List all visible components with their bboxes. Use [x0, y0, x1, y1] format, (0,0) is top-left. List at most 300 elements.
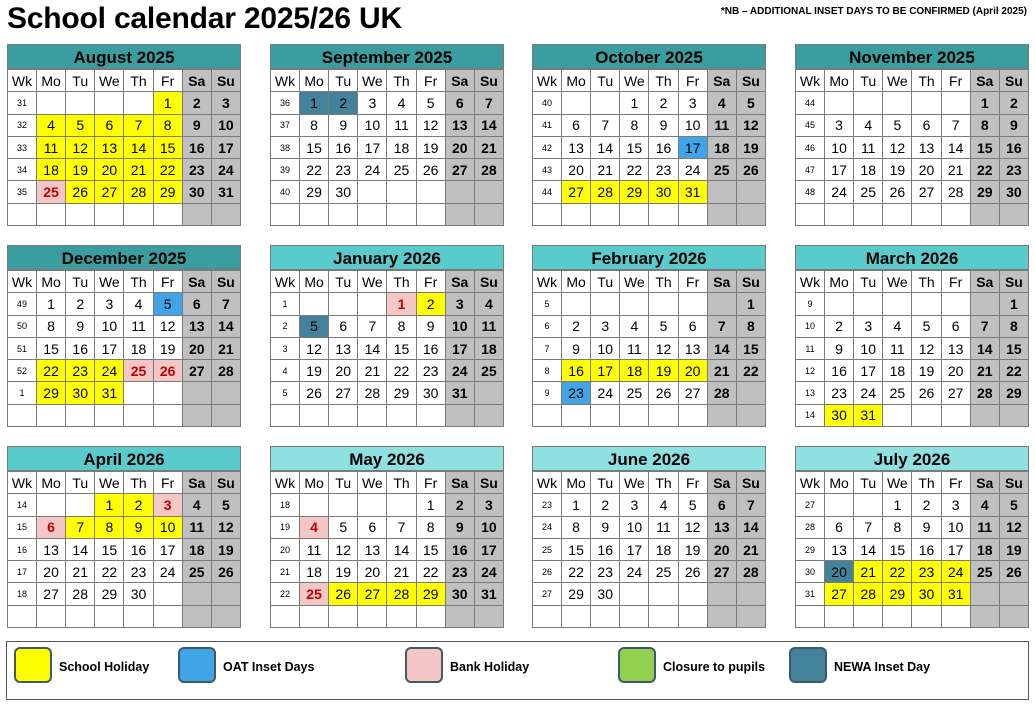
day-cell: 31 [95, 382, 124, 404]
day-cell: 22 [562, 561, 591, 583]
day-cell: 23 [912, 561, 941, 583]
empty-cell [124, 382, 153, 404]
month-july-2026 [795, 446, 1029, 628]
day-cell: 14 [854, 538, 883, 560]
day-cell: 6 [941, 315, 970, 337]
empty-cell [358, 203, 387, 225]
empty-cell [649, 293, 678, 315]
day-cell: 15 [883, 538, 912, 560]
week-number: 8 [533, 360, 562, 382]
empty-cell [941, 605, 970, 627]
day-header: Su [999, 70, 1028, 92]
day-cell: 19 [649, 360, 678, 382]
empty-cell [37, 404, 66, 426]
day-cell: 6 [37, 516, 66, 538]
day-cell: 4 [854, 114, 883, 136]
day-cell: 11 [854, 136, 883, 158]
empty-cell [999, 203, 1028, 225]
week-number: 27 [533, 583, 562, 605]
day-cell: 30 [912, 583, 941, 605]
day-cell: 20 [182, 337, 211, 359]
week-number: 17 [8, 561, 37, 583]
day-cell: 28 [591, 181, 620, 203]
day-cell: 3 [854, 315, 883, 337]
day-cell: 1 [153, 92, 182, 114]
day-cell: 31 [941, 583, 970, 605]
day-cell: 19 [678, 538, 707, 560]
week-number: 39 [271, 159, 300, 181]
day-cell: 16 [66, 337, 95, 359]
day-cell: 9 [445, 516, 474, 538]
week-number: 45 [796, 114, 825, 136]
week-number [8, 404, 37, 426]
day-cell: 13 [912, 136, 941, 158]
day-cell: 20 [37, 561, 66, 583]
day-header: Fr [416, 70, 445, 92]
day-cell: 18 [300, 561, 329, 583]
empty-cell [649, 203, 678, 225]
day-cell: 27 [37, 583, 66, 605]
day-header: We [358, 271, 387, 293]
day-cell: 14 [358, 337, 387, 359]
day-cell: 11 [37, 136, 66, 158]
week-number: 32 [8, 114, 37, 136]
day-cell: 3 [474, 494, 503, 516]
day-cell: 15 [153, 136, 182, 158]
day-cell: 16 [649, 136, 678, 158]
day-header: Su [999, 472, 1028, 494]
empty-cell [999, 404, 1028, 426]
week-number: 1 [8, 382, 37, 404]
empty-cell [649, 404, 678, 426]
day-cell: 29 [95, 583, 124, 605]
empty-cell [970, 293, 999, 315]
empty-cell [153, 203, 182, 225]
week-number: 40 [271, 181, 300, 203]
day-cell: 4 [970, 494, 999, 516]
day-header: Tu [854, 271, 883, 293]
legend-label: Bank Holiday [450, 660, 530, 674]
empty-cell [124, 404, 153, 426]
empty-cell [211, 203, 240, 225]
week-number: 15 [8, 516, 37, 538]
day-cell: 25 [300, 583, 329, 605]
day-cell: 11 [124, 315, 153, 337]
empty-cell [883, 293, 912, 315]
empty-cell [707, 605, 736, 627]
day-header: Tu [591, 70, 620, 92]
day-cell: 19 [912, 360, 941, 382]
day-cell: 8 [999, 315, 1028, 337]
day-cell: 17 [358, 136, 387, 158]
day-cell: 27 [445, 159, 474, 181]
month-table [532, 270, 766, 427]
day-header: Th [649, 271, 678, 293]
day-cell: 26 [649, 382, 678, 404]
week-number: 7 [533, 337, 562, 359]
day-cell: 1 [970, 92, 999, 114]
day-cell: 17 [941, 538, 970, 560]
day-header: We [620, 472, 649, 494]
month-title: March 2026 [795, 245, 1029, 270]
day-header: Su [211, 472, 240, 494]
week-number: 24 [533, 516, 562, 538]
empty-cell [358, 494, 387, 516]
day-cell: 8 [387, 315, 416, 337]
empty-cell [736, 382, 765, 404]
day-header: We [883, 70, 912, 92]
day-cell: 14 [387, 538, 416, 560]
day-cell: 13 [95, 136, 124, 158]
empty-cell [649, 583, 678, 605]
day-cell: 22 [883, 561, 912, 583]
empty-cell [941, 293, 970, 315]
month-title: June 2026 [532, 446, 766, 471]
day-cell: 5 [678, 494, 707, 516]
empty-cell [620, 605, 649, 627]
day-cell: 20 [707, 538, 736, 560]
empty-cell [825, 293, 854, 315]
month-april-2026 [7, 446, 241, 628]
day-header: Mo [37, 472, 66, 494]
week-number: 51 [8, 337, 37, 359]
week-number: 16 [8, 538, 37, 560]
empty-cell [153, 605, 182, 627]
day-cell: 14 [591, 136, 620, 158]
empty-cell [358, 404, 387, 426]
day-cell: 23 [445, 561, 474, 583]
day-header: Mo [300, 70, 329, 92]
day-header: We [620, 70, 649, 92]
day-cell: 23 [999, 159, 1028, 181]
day-cell: 20 [825, 561, 854, 583]
day-header: Mo [562, 271, 591, 293]
day-cell: 8 [95, 516, 124, 538]
day-cell: 26 [999, 561, 1028, 583]
day-cell: 23 [416, 360, 445, 382]
day-header: Sa [182, 70, 211, 92]
day-cell: 29 [153, 181, 182, 203]
day-cell: 12 [678, 516, 707, 538]
empty-cell [562, 203, 591, 225]
day-cell: 23 [182, 159, 211, 181]
empty-cell [970, 583, 999, 605]
day-cell: 16 [329, 136, 358, 158]
day-header: We [95, 472, 124, 494]
day-cell: 26 [416, 159, 445, 181]
day-cell: 9 [999, 114, 1028, 136]
day-cell: 3 [358, 92, 387, 114]
day-cell: 11 [883, 337, 912, 359]
day-cell: 7 [591, 114, 620, 136]
empty-cell [445, 181, 474, 203]
day-cell: 4 [707, 92, 736, 114]
empty-cell [970, 404, 999, 426]
week-number: 44 [533, 181, 562, 203]
day-cell: 18 [620, 360, 649, 382]
day-cell: 8 [970, 114, 999, 136]
week-number: 25 [533, 538, 562, 560]
empty-cell [825, 203, 854, 225]
week-number [271, 404, 300, 426]
empty-cell [387, 181, 416, 203]
week-number: 34 [8, 159, 37, 181]
day-header: Fr [153, 70, 182, 92]
day-header: Mo [300, 472, 329, 494]
day-cell: 30 [416, 382, 445, 404]
week-number: 30 [796, 561, 825, 583]
day-cell: 1 [999, 293, 1028, 315]
day-cell: 2 [124, 494, 153, 516]
empty-cell [211, 382, 240, 404]
empty-cell [182, 382, 211, 404]
day-cell: 23 [66, 360, 95, 382]
day-cell: 19 [329, 561, 358, 583]
day-cell: 17 [825, 159, 854, 181]
week-number: 33 [8, 136, 37, 158]
day-cell: 4 [182, 494, 211, 516]
day-header: Fr [416, 271, 445, 293]
day-header: Fr [153, 271, 182, 293]
legend-label: School Holiday [59, 660, 150, 674]
week-number: 18 [271, 494, 300, 516]
day-cell: 15 [736, 337, 765, 359]
day-cell: 29 [37, 382, 66, 404]
day-cell: 10 [678, 114, 707, 136]
day-cell: 2 [329, 92, 358, 114]
week-number: 27 [796, 494, 825, 516]
day-cell: 10 [358, 114, 387, 136]
empty-cell [825, 92, 854, 114]
day-cell: 26 [912, 382, 941, 404]
empty-cell [941, 203, 970, 225]
day-cell: 2 [562, 315, 591, 337]
day-cell: 11 [474, 315, 503, 337]
month-table [270, 270, 504, 427]
day-cell: 27 [562, 181, 591, 203]
day-cell: 5 [736, 92, 765, 114]
day-cell: 10 [825, 136, 854, 158]
day-cell: 6 [562, 114, 591, 136]
day-cell: 22 [736, 360, 765, 382]
week-number: 12 [796, 360, 825, 382]
week-number: 40 [533, 92, 562, 114]
empty-cell [153, 382, 182, 404]
day-cell: 12 [649, 337, 678, 359]
day-cell: 15 [37, 337, 66, 359]
day-cell: 12 [736, 114, 765, 136]
day-cell: 3 [211, 92, 240, 114]
month-title: November 2025 [795, 44, 1029, 69]
empty-cell [883, 92, 912, 114]
day-cell: 7 [941, 114, 970, 136]
day-cell: 13 [358, 538, 387, 560]
empty-cell [854, 494, 883, 516]
day-cell: 16 [912, 538, 941, 560]
day-header: Fr [941, 70, 970, 92]
month-september-2025 [270, 44, 504, 226]
week-number [533, 404, 562, 426]
day-header: We [95, 70, 124, 92]
day-cell: 29 [416, 583, 445, 605]
day-header: Sa [707, 271, 736, 293]
day-cell: 18 [883, 360, 912, 382]
empty-cell [999, 583, 1028, 605]
empty-cell [678, 404, 707, 426]
day-header: Mo [825, 271, 854, 293]
month-title: January 2026 [270, 245, 504, 270]
day-cell: 2 [999, 92, 1028, 114]
day-cell: 1 [883, 494, 912, 516]
day-header: Th [912, 271, 941, 293]
day-cell: 17 [678, 136, 707, 158]
empty-cell [707, 293, 736, 315]
day-header: Sa [182, 472, 211, 494]
empty-cell [474, 605, 503, 627]
day-cell: 22 [999, 360, 1028, 382]
day-cell: 30 [825, 404, 854, 426]
day-cell: 16 [562, 360, 591, 382]
day-header: Sa [970, 70, 999, 92]
month-title: July 2026 [795, 446, 1029, 471]
day-cell: 30 [591, 583, 620, 605]
week-number: 36 [271, 92, 300, 114]
day-cell: 24 [591, 382, 620, 404]
week-number: 29 [796, 538, 825, 560]
day-cell: 21 [358, 360, 387, 382]
day-header: Su [211, 70, 240, 92]
day-cell: 6 [358, 516, 387, 538]
day-cell: 24 [95, 360, 124, 382]
day-cell: 14 [970, 337, 999, 359]
day-cell: 19 [883, 159, 912, 181]
week-number: 26 [533, 561, 562, 583]
day-cell: 24 [358, 159, 387, 181]
day-header: Fr [678, 70, 707, 92]
empty-cell [300, 494, 329, 516]
day-cell: 25 [854, 181, 883, 203]
day-cell: 15 [416, 538, 445, 560]
empty-cell [591, 293, 620, 315]
day-cell: 8 [883, 516, 912, 538]
day-cell: 7 [970, 315, 999, 337]
day-cell: 27 [329, 382, 358, 404]
empty-cell [37, 494, 66, 516]
week-number: 11 [796, 337, 825, 359]
day-cell: 28 [970, 382, 999, 404]
day-header: Mo [825, 472, 854, 494]
week-number: 20 [271, 538, 300, 560]
day-header: Tu [66, 70, 95, 92]
day-cell: 3 [445, 293, 474, 315]
day-header: Mo [562, 70, 591, 92]
empty-cell [37, 605, 66, 627]
empty-cell [37, 92, 66, 114]
empty-cell [678, 583, 707, 605]
day-cell: 22 [153, 159, 182, 181]
month-table [795, 270, 1029, 427]
empty-cell [124, 92, 153, 114]
day-cell: 1 [37, 293, 66, 315]
day-header: Wk [8, 271, 37, 293]
week-number: 6 [533, 315, 562, 337]
day-header: Mo [37, 271, 66, 293]
day-header: Tu [329, 271, 358, 293]
empty-cell [37, 203, 66, 225]
day-cell: 21 [736, 538, 765, 560]
day-cell: 9 [329, 114, 358, 136]
empty-cell [591, 203, 620, 225]
day-cell: 9 [825, 337, 854, 359]
day-cell: 1 [736, 293, 765, 315]
empty-cell [416, 203, 445, 225]
empty-cell [854, 92, 883, 114]
day-header: Th [387, 70, 416, 92]
week-number [8, 605, 37, 627]
day-header: Wk [271, 70, 300, 92]
empty-cell [182, 583, 211, 605]
inset-days-note: *NB – ADDITIONAL INSET DAYS TO BE CONFIRMED (April 2025) [720, 6, 1027, 17]
day-cell: 11 [649, 516, 678, 538]
day-cell: 22 [95, 561, 124, 583]
empty-cell [854, 293, 883, 315]
day-cell: 30 [329, 181, 358, 203]
month-table [270, 69, 504, 226]
day-header: Tu [329, 70, 358, 92]
day-cell: 4 [649, 494, 678, 516]
day-cell: 10 [620, 516, 649, 538]
day-cell: 21 [941, 159, 970, 181]
day-cell: 27 [941, 382, 970, 404]
day-cell: 12 [300, 337, 329, 359]
day-cell: 21 [387, 561, 416, 583]
week-number: 41 [533, 114, 562, 136]
day-cell: 29 [883, 583, 912, 605]
day-cell: 13 [825, 538, 854, 560]
day-cell: 1 [95, 494, 124, 516]
day-cell: 17 [445, 337, 474, 359]
week-number: 38 [271, 136, 300, 158]
day-cell: 15 [562, 538, 591, 560]
day-cell: 21 [211, 337, 240, 359]
day-header: Fr [678, 472, 707, 494]
day-cell: 10 [445, 315, 474, 337]
day-cell: 12 [153, 315, 182, 337]
day-cell: 22 [387, 360, 416, 382]
day-cell: 30 [999, 181, 1028, 203]
day-cell: 24 [620, 561, 649, 583]
day-cell: 10 [153, 516, 182, 538]
month-title: December 2025 [7, 245, 241, 270]
empty-cell [300, 605, 329, 627]
empty-cell [825, 605, 854, 627]
week-number: 28 [796, 516, 825, 538]
day-header: We [95, 271, 124, 293]
month-march-2026 [795, 245, 1029, 427]
week-number: 44 [796, 92, 825, 114]
day-cell: 15 [95, 538, 124, 560]
day-cell: 6 [678, 315, 707, 337]
day-cell: 9 [124, 516, 153, 538]
day-cell: 25 [37, 181, 66, 203]
day-cell: 7 [707, 315, 736, 337]
empty-cell [66, 203, 95, 225]
empty-cell [941, 404, 970, 426]
day-cell: 31 [445, 382, 474, 404]
day-cell: 11 [300, 538, 329, 560]
day-cell: 5 [883, 114, 912, 136]
empty-cell [591, 605, 620, 627]
